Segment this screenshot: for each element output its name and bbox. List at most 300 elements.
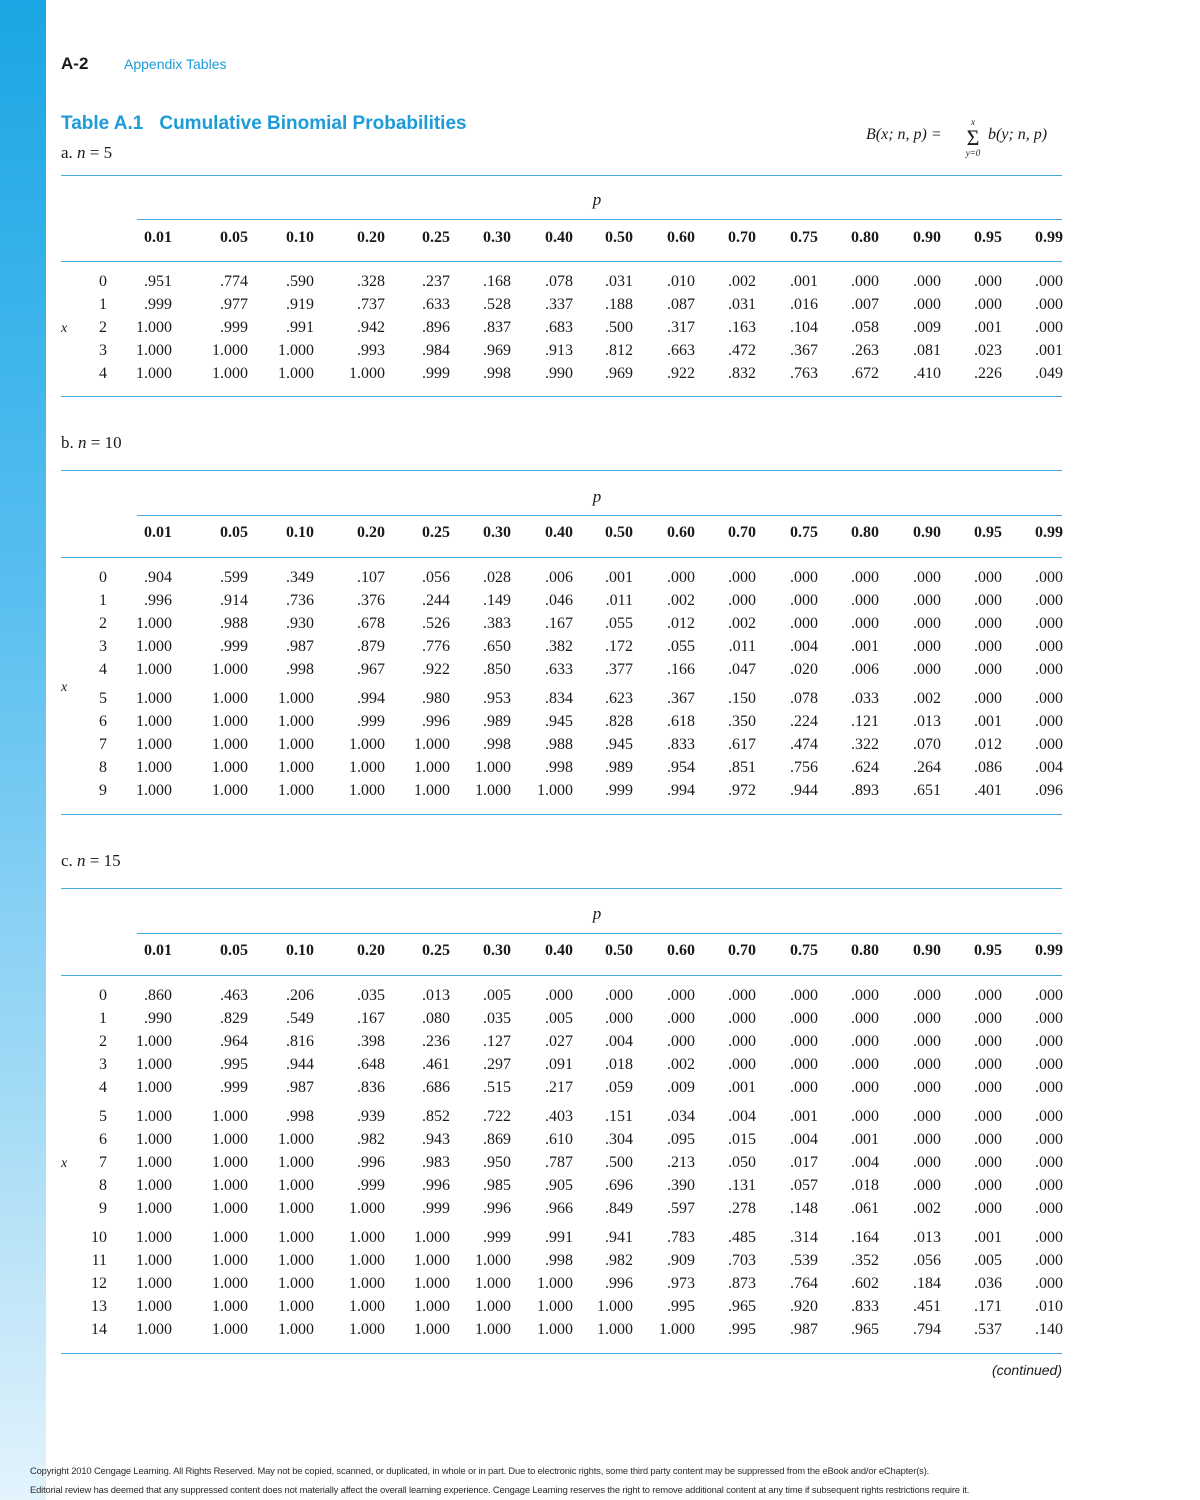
table-cell: 1.000	[349, 1298, 385, 1315]
table-cell: .683	[545, 319, 573, 336]
table-cell: .000	[728, 1033, 756, 1050]
table-cell: .224	[790, 713, 818, 730]
x-variable-label: x	[61, 680, 68, 695]
row-x-value: 1	[99, 592, 107, 609]
table-cell: 1.000	[475, 782, 511, 799]
table-cell: 1.000	[349, 1275, 385, 1292]
table-cell: 1.000	[136, 1275, 172, 1292]
table-cell: 1.000	[414, 782, 450, 799]
n-variable: n	[77, 143, 86, 162]
table-cell: .000	[1035, 319, 1063, 336]
table-top-rule	[61, 175, 1062, 176]
table-cell: .537	[974, 1321, 1002, 1338]
table-cell: .002	[728, 273, 756, 290]
column-header: 0.40	[545, 229, 573, 246]
table-cell: .860	[144, 987, 172, 1004]
table-cell: 1.000	[136, 1079, 172, 1096]
table-cell: 1.000	[414, 736, 450, 753]
table-cell: 1.000	[597, 1298, 633, 1315]
table-cell: 1.000	[136, 1056, 172, 1073]
table-cell: .999	[144, 296, 172, 313]
column-header: 0.99	[1035, 229, 1063, 246]
table-cell: .989	[605, 759, 633, 776]
header-bottom-rule	[61, 975, 1062, 976]
table-cell: .377	[605, 661, 633, 678]
column-header: 0.95	[974, 942, 1002, 959]
table-cell: .012	[667, 615, 695, 632]
table-cell: .001	[790, 273, 818, 290]
table-cell: .078	[790, 690, 818, 707]
x-variable-label: x	[61, 321, 68, 336]
table-cell: .539	[790, 1252, 818, 1269]
column-header: 0.90	[913, 942, 941, 959]
table-cell: 1.000	[278, 1154, 314, 1171]
table-cell: .000	[1035, 1252, 1063, 1269]
table-cell: .278	[728, 1200, 756, 1217]
table-cell: .988	[545, 736, 573, 753]
table-cell: .017	[790, 1154, 818, 1171]
table-cell: .999	[357, 713, 385, 730]
row-x-value: 13	[91, 1298, 107, 1315]
table-bottom-rule	[61, 814, 1062, 815]
table-cell: .000	[974, 296, 1002, 313]
table-cell: .035	[483, 1010, 511, 1027]
table-cell: 1.000	[414, 1229, 450, 1246]
table-cell: .966	[545, 1200, 573, 1217]
table-cell: 1.000	[212, 1177, 248, 1194]
row-x-value: 3	[99, 342, 107, 359]
p-axis-label: p	[592, 487, 602, 506]
table-cell: .950	[483, 1154, 511, 1171]
table-cell: .058	[851, 319, 879, 336]
table-cell: .403	[545, 1108, 573, 1125]
p-header-rule	[137, 515, 1062, 516]
table-cell: 1.000	[136, 1154, 172, 1171]
table-cell: .000	[974, 1033, 1002, 1050]
table-cell: 1.000	[136, 1321, 172, 1338]
table-cell: 1.000	[475, 1275, 511, 1292]
page-number: A-2	[61, 54, 89, 73]
table-title	[61, 113, 467, 135]
table-cell: .013	[422, 987, 450, 1004]
table-cell: .000	[974, 1131, 1002, 1148]
column-header: 0.90	[913, 229, 941, 246]
table-cell: .016	[790, 296, 818, 313]
table-cell: .000	[851, 592, 879, 609]
table-cell: .836	[357, 1079, 385, 1096]
table-cell: .994	[357, 690, 385, 707]
row-x-value: 9	[99, 1200, 107, 1217]
table-cell: .000	[1035, 1010, 1063, 1027]
table-cell: .648	[357, 1056, 385, 1073]
table-cell: .000	[913, 1010, 941, 1027]
table-cell: .001	[851, 638, 879, 655]
table-cell: .096	[1035, 782, 1063, 799]
table-cell: 1.000	[212, 1108, 248, 1125]
table-cell: .401	[974, 782, 1002, 799]
table-caption: Cumulative Binomial Probabilities	[159, 113, 467, 134]
table-cell: .000	[851, 1033, 879, 1050]
table-cell: .996	[422, 1177, 450, 1194]
table-cell: 1.000	[136, 1033, 172, 1050]
table-cell: .018	[851, 1177, 879, 1194]
table-cell: .954	[667, 759, 695, 776]
table-cell: .873	[728, 1275, 756, 1292]
table-cell: .987	[790, 1321, 818, 1338]
table-cell: 1.000	[349, 782, 385, 799]
table-cell: 1.000	[136, 365, 172, 382]
table-cell: .000	[790, 615, 818, 632]
table-cell: .965	[728, 1298, 756, 1315]
table-top-rule	[61, 470, 1062, 471]
table-cell: .451	[913, 1298, 941, 1315]
table-cell: .000	[913, 1108, 941, 1125]
table-cell: .010	[1035, 1298, 1063, 1315]
table-cell: .171	[974, 1298, 1002, 1315]
table-cell: 1.000	[136, 342, 172, 359]
table-section-c	[61, 851, 1062, 1357]
table-cell: .036	[974, 1275, 1002, 1292]
table-cell: .000	[1035, 1056, 1063, 1073]
table-cell: 1.000	[212, 1298, 248, 1315]
table-cell: .776	[422, 638, 450, 655]
column-header: 0.50	[605, 524, 633, 541]
table-cell: .001	[790, 1108, 818, 1125]
section-prefix: a.	[61, 143, 73, 162]
table-bottom-rule	[61, 396, 1062, 397]
table-cell: .000	[851, 273, 879, 290]
column-header: 0.75	[790, 229, 818, 246]
table-cell: .787	[545, 1154, 573, 1171]
table-cell: .837	[483, 319, 511, 336]
column-header: 0.60	[667, 524, 695, 541]
table-cell: .993	[357, 342, 385, 359]
table-cell: .000	[1035, 569, 1063, 586]
table-cell: 1.000	[136, 1252, 172, 1269]
table-cell: .812	[605, 342, 633, 359]
table-cell: .004	[790, 1131, 818, 1148]
table-cell: .996	[483, 1200, 511, 1217]
table-cell: .002	[667, 592, 695, 609]
n-variable: n	[77, 851, 86, 870]
table-cell: 1.000	[278, 1252, 314, 1269]
table-cell: 1.000	[537, 1298, 573, 1315]
column-header: 0.30	[483, 524, 511, 541]
table-cell: .999	[357, 1177, 385, 1194]
table-cell: 1.000	[537, 782, 573, 799]
table-cell: .328	[357, 273, 385, 290]
table-cell: .382	[545, 638, 573, 655]
table-cell: 1.000	[212, 759, 248, 776]
table-cell: .000	[1035, 1154, 1063, 1171]
table-cell: .896	[422, 319, 450, 336]
table-cell: .969	[483, 342, 511, 359]
column-header: 0.25	[422, 229, 450, 246]
table-cell: .474	[790, 736, 818, 753]
table-cell: .922	[422, 661, 450, 678]
table-cell: 1.000	[136, 1177, 172, 1194]
column-header: 0.10	[286, 524, 314, 541]
table-cell: .367	[667, 690, 695, 707]
table-cell: .999	[220, 638, 248, 655]
table-cell: .833	[851, 1298, 879, 1315]
column-header: 0.01	[144, 229, 172, 246]
table-cell: .000	[974, 569, 1002, 586]
table-cell: .909	[667, 1252, 695, 1269]
table-cell: 1.000	[278, 759, 314, 776]
table-cell: .349	[286, 569, 314, 586]
row-x-value: 8	[99, 1177, 107, 1194]
table-cell: .736	[286, 592, 314, 609]
table-cell: .617	[728, 736, 756, 753]
table-cell: .000	[790, 569, 818, 586]
table-cell: 1.000	[537, 1275, 573, 1292]
table-cell: .000	[913, 1033, 941, 1050]
copyright-line-2: Editorial review has deemed that any suppressed content does not materially affect the overall learning experience. Cengage Learning reserves the right to remove additional content at any time if subsequent rights restrictions require it.	[30, 1484, 970, 1495]
formula-lhs: B(x; n, p) =	[866, 126, 942, 143]
table-cell: .087	[667, 296, 695, 313]
column-header: 0.10	[286, 942, 314, 959]
table-cell: .167	[357, 1010, 385, 1027]
table-cell: .055	[667, 638, 695, 655]
table-cell: 1.000	[349, 365, 385, 382]
section-label	[61, 851, 121, 871]
table-cell: .849	[605, 1200, 633, 1217]
table-cell: 1.000	[212, 736, 248, 753]
table-cell: 1.000	[136, 759, 172, 776]
table-cell: .000	[667, 569, 695, 586]
table-cell: .686	[422, 1079, 450, 1096]
table-cell: .023	[974, 342, 1002, 359]
column-header: 0.70	[728, 942, 756, 959]
sum-sign: Σ	[966, 125, 980, 150]
table-cell: .930	[286, 615, 314, 632]
table-cell: .633	[422, 296, 450, 313]
table-cell: .167	[545, 615, 573, 632]
n-value: = 10	[90, 433, 122, 452]
table-cell: .000	[913, 1056, 941, 1073]
section-label	[61, 433, 122, 453]
table-cell: .995	[728, 1321, 756, 1338]
section-label	[61, 143, 112, 163]
table-cell: .000	[974, 661, 1002, 678]
table-cell: .164	[851, 1229, 879, 1246]
table-cell: .650	[483, 638, 511, 655]
table-cell: .953	[483, 690, 511, 707]
table-cell: .297	[483, 1056, 511, 1073]
table-cell: .398	[357, 1033, 385, 1050]
table-cell: .000	[667, 987, 695, 1004]
table-cell: .987	[286, 1079, 314, 1096]
column-header: 0.75	[790, 524, 818, 541]
table-cell: .027	[545, 1033, 573, 1050]
n-value: = 5	[89, 143, 113, 162]
table-cell: .317	[667, 319, 695, 336]
table-cell: .150	[728, 690, 756, 707]
table-cell: .056	[913, 1252, 941, 1269]
table-cell: .905	[545, 1177, 573, 1194]
table-cell: .994	[667, 782, 695, 799]
table-cell: .944	[790, 782, 818, 799]
column-header: 0.05	[220, 942, 248, 959]
table-cell: 1.000	[212, 1252, 248, 1269]
row-x-value: 0	[99, 569, 107, 586]
table-cell: .140	[1035, 1321, 1063, 1338]
table-cell: .206	[286, 987, 314, 1004]
table-cell: .264	[913, 759, 941, 776]
table-cell: .000	[974, 1010, 1002, 1027]
table-cell: .000	[913, 1131, 941, 1148]
table-cell: .000	[605, 1010, 633, 1027]
p-header-rule	[137, 933, 1062, 934]
table-cell: .012	[974, 736, 1002, 753]
table-cell: .000	[1035, 638, 1063, 655]
table-cell: .005	[545, 1010, 573, 1027]
row-x-value: 5	[99, 1108, 107, 1125]
table-cell: .995	[220, 1056, 248, 1073]
table-bottom-rule	[61, 1353, 1062, 1354]
table-cell: .623	[605, 690, 633, 707]
table-cell: .263	[851, 342, 879, 359]
table-cell: .000	[1035, 713, 1063, 730]
table-cell: .000	[1035, 661, 1063, 678]
table-cell: .000	[851, 1056, 879, 1073]
table-cell: .000	[851, 1010, 879, 1027]
table-cell: .000	[790, 1033, 818, 1050]
table-cell: .000	[1035, 615, 1063, 632]
table-cell: 1.000	[278, 365, 314, 382]
table-cell: .049	[1035, 365, 1063, 382]
table-cell: .000	[728, 592, 756, 609]
table-cell: .163	[728, 319, 756, 336]
table-cell: .004	[851, 1154, 879, 1171]
table-cell: .376	[357, 592, 385, 609]
table-cell: .500	[605, 319, 633, 336]
table-cell: 1.000	[414, 1252, 450, 1269]
table-cell: .000	[1035, 690, 1063, 707]
table-cell: .942	[357, 319, 385, 336]
table-cell: .000	[728, 1010, 756, 1027]
table-cell: .314	[790, 1229, 818, 1246]
row-x-value: 3	[99, 638, 107, 655]
table-cell: .188	[605, 296, 633, 313]
table-cell: .998	[483, 365, 511, 382]
table-cell: .148	[790, 1200, 818, 1217]
table-cell: .597	[667, 1200, 695, 1217]
table-cell: .000	[913, 1079, 941, 1096]
table-cell: .998	[286, 661, 314, 678]
table-cell: .000	[851, 1108, 879, 1125]
table-cell: .590	[286, 273, 314, 290]
table-cell: .001	[605, 569, 633, 586]
table-cell: .000	[790, 592, 818, 609]
table-cell: .000	[1035, 1177, 1063, 1194]
table-cell: .852	[422, 1108, 450, 1125]
table-cell: 1.000	[414, 759, 450, 776]
header-bottom-rule	[61, 557, 1062, 558]
table-cell: .350	[728, 713, 756, 730]
continued-note: (continued)	[991, 1362, 1062, 1378]
table-cell: 1.000	[414, 1275, 450, 1292]
table-cell: 1.000	[212, 1275, 248, 1292]
row-x-value: 6	[99, 713, 107, 730]
table-cell: .000	[728, 987, 756, 1004]
table-cell: .939	[357, 1108, 385, 1125]
table-cell: .001	[974, 1229, 1002, 1246]
table-cell: .002	[913, 690, 941, 707]
table-cell: .996	[357, 1154, 385, 1171]
column-header: 0.95	[974, 524, 1002, 541]
table-cell: 1.000	[212, 1229, 248, 1246]
table-cell: 1.000	[212, 713, 248, 730]
table-cell: .000	[974, 615, 1002, 632]
table-cell: .000	[913, 296, 941, 313]
table-cell: .624	[851, 759, 879, 776]
table-cell: .000	[974, 273, 1002, 290]
column-header: 0.80	[851, 229, 879, 246]
table-cell: .964	[220, 1033, 248, 1050]
table-cell: 1.000	[659, 1321, 695, 1338]
table-cell: .131	[728, 1177, 756, 1194]
table-cell: .965	[851, 1321, 879, 1338]
table-cell: .000	[1035, 736, 1063, 753]
table-cell: .031	[605, 273, 633, 290]
table-cell: 1.000	[278, 1298, 314, 1315]
column-header: 0.70	[728, 524, 756, 541]
table-cell: .002	[913, 1200, 941, 1217]
table-cell: .893	[851, 782, 879, 799]
table-cell: .149	[483, 592, 511, 609]
table-cell: .663	[667, 342, 695, 359]
table-cell: .528	[483, 296, 511, 313]
table-cell: .035	[357, 987, 385, 1004]
table-cell: 1.000	[136, 782, 172, 799]
table-cell: 1.000	[136, 638, 172, 655]
table-cell: .000	[851, 569, 879, 586]
table-section-b	[61, 433, 1062, 818]
table-cell: .000	[913, 592, 941, 609]
table-cell: .001	[974, 319, 1002, 336]
row-x-value: 4	[99, 365, 107, 382]
table-cell: .998	[545, 759, 573, 776]
table-cell: .599	[220, 569, 248, 586]
sum-lower-limit: y=0	[965, 148, 981, 158]
table-cell: 1.000	[414, 1298, 450, 1315]
table-cell: .602	[851, 1275, 879, 1292]
column-header: 0.05	[220, 229, 248, 246]
table-cell: .943	[422, 1131, 450, 1148]
table-cell: .000	[974, 1079, 1002, 1096]
table-cell: .121	[851, 713, 879, 730]
table-cell: .217	[545, 1079, 573, 1096]
table-cell: 1.000	[278, 690, 314, 707]
table-cell: 1.000	[475, 1321, 511, 1338]
table-cell: .991	[545, 1229, 573, 1246]
table-cell: .991	[286, 319, 314, 336]
table-cell: .213	[667, 1154, 695, 1171]
table-cell: .001	[728, 1079, 756, 1096]
column-header: 0.50	[605, 942, 633, 959]
column-header: 0.80	[851, 524, 879, 541]
table-cell: .050	[728, 1154, 756, 1171]
table-cell: .722	[483, 1108, 511, 1125]
table-cell: 1.000	[136, 1298, 172, 1315]
table-cell: .985	[483, 1177, 511, 1194]
table-cell: 1.000	[212, 690, 248, 707]
table-cell: 1.000	[136, 736, 172, 753]
table-cell: .352	[851, 1252, 879, 1269]
column-header: 0.20	[357, 229, 385, 246]
